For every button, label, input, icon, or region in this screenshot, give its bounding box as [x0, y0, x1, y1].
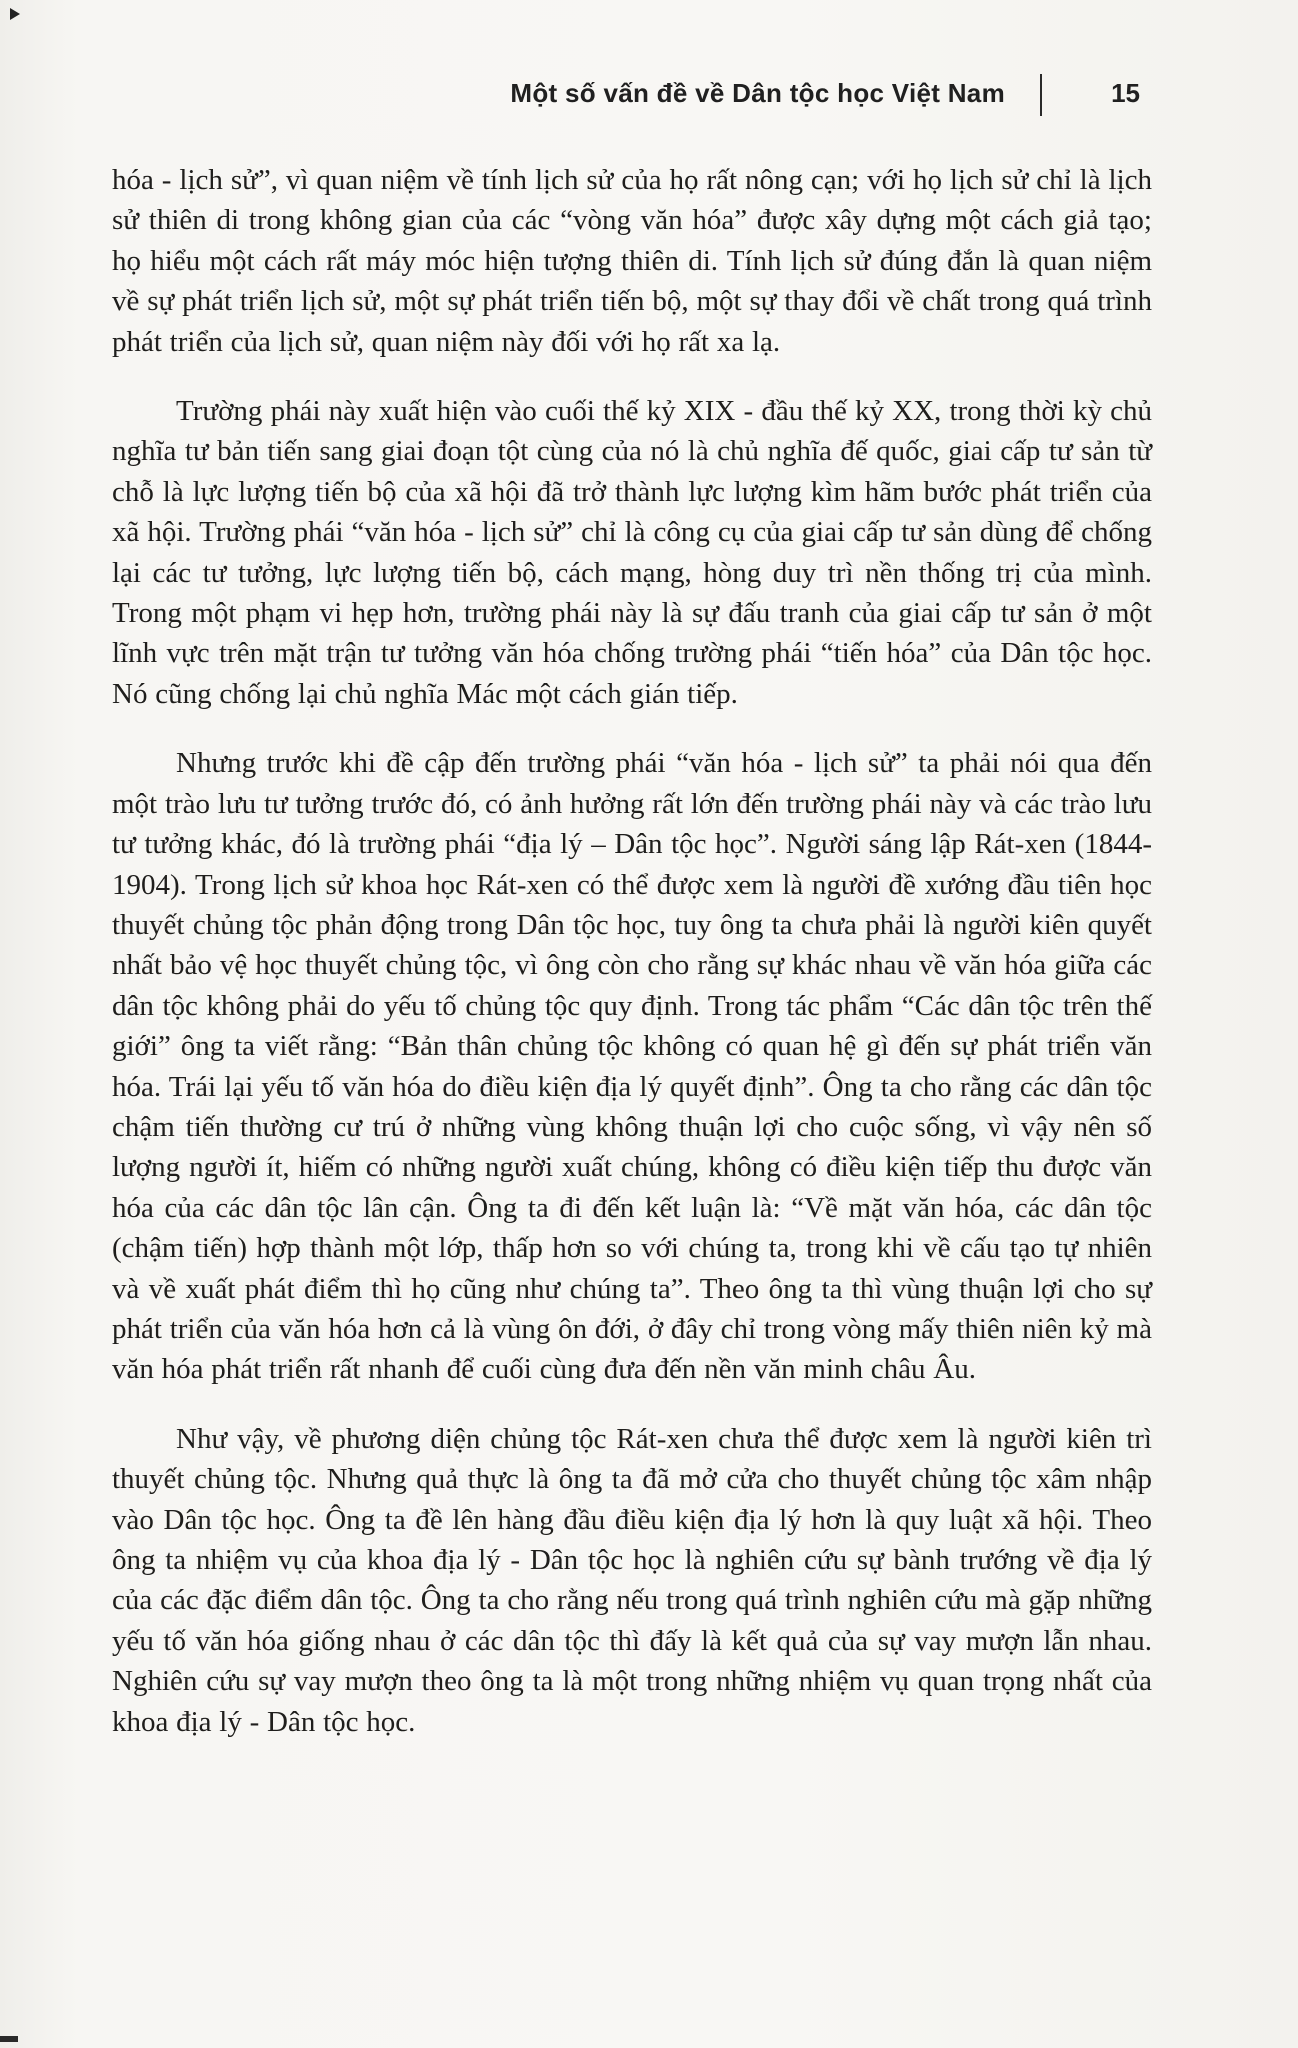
paragraph-ratzel-race: Như vậy, về phương diện chủng tộc Rát-xen chưa thể được xem là người kiên trì thuyết chủng tộc. Nhưng quả thực là ông ta đã mở cửa cho thuyết chủng tộc xâm nhập vào Dân tộc học. Ông ta đề lên hàng đầu điều kiện địa lý hơn là quy luật xã hội. Theo ông ta nhiệm vụ của khoa địa lý - Dân tộc học là nghiên cứu sự bành trướng về địa lý của các đặc điểm dân tộc. Ông ta cho rằng nếu trong quá trình nghiên cứu mà gặp những yếu tố văn hóa giống nhau ở các dân tộc thì đấy là kết quả của sự vay mượn lẫn nhau. Nghiên cứu sự vay mượn theo ông ta là một trong những nhiệm vụ quan trọng nhất của khoa địa lý - Dân tộc học. [112, 1422, 1152, 1738]
page-header [510, 74, 1150, 116]
header-divider [1040, 74, 1042, 116]
paragraph-continuation: hóa - lịch sử”, vì quan niệm về tính lịch sử của họ rất nông cạn; với họ lịch sử chỉ là lịch sử thiên di trong không gian của các “vòng văn hóa” được xây dựng một cách giả tạo; họ hiểu một cách rất máy móc hiện tượng thiên di. Tính lịch sử đúng đắn là quan niệm về sự phát triển lịch sử, một sự phát triển tiến bộ, một sự thay đổi về chất trong quá trình phát triển của lịch sử, quan niệm này đối với họ rất xa lạ. [112, 164, 1152, 358]
body-text [112, 160, 1152, 1771]
paragraph-ratzel: Nhưng trước khi đề cập đến trường phái “văn hóa - lịch sử” ta phải nói qua đến một trào lưu tư tưởng trước đó, có ảnh hưởng rất lớn đến trường phái này và các trào lưu tư tưởng khác, đó là trường phái “địa lý – Dân tộc học”. Người sáng lập Rát-xen (1844-1904). Trong lịch sử khoa học Rát-xen có thể được xem là người đề xướng đầu tiên học thuyết chủng tộc phản động trong Dân tộc học, tuy ông ta chưa phải là người kiên quyết nhất bảo vệ học thuyết chủng tộc, vì ông còn cho rằng sự khác nhau về văn hóa giữa các dân tộc không phải do yếu tố chủng tộc quy định. Trong tác phẩm “Các dân tộc trên thế giới” ông ta viết rằng: “Bản thân chủng tộc không có quan hệ gì đến sự phát triển văn hóa. Trái lại yếu tố văn hóa do điều kiện địa lý quyết định”. Ông ta cho rằng các dân tộc chậm tiến thường cư trú ở những vùng không thuận lợi cho cuộc sống, vì vậy nên số lượng người ít, hiếm có những người xuất chúng, không có điều kiện tiếp thu được văn hóa của các dân tộc lân cận. Ông ta đi đến kết luận là: “Về mặt văn hóa, các dân tộc (chậm tiến) hợp thành một lớp, thấp hơn so với chúng ta, trong khi về cấu tạo tự nhiên và về xuất phát điểm thì họ cũng như chúng ta”. Theo ông ta thì vùng thuận lợi cho sự phát triển của văn hóa hơn cả là vùng ôn đới, ở đây chỉ trong vòng mấy thiên niên kỷ mà văn hóa phát triển rất nhanh để cuối cùng đưa đến nền văn minh châu Âu. [112, 747, 1152, 1386]
page-number: 15 [1111, 78, 1140, 108]
bottom-scan-mark [0, 2036, 18, 2042]
corner-scan-mark [10, 8, 20, 20]
running-title: Một số vấn đề về Dân tộc học Việt Nam [510, 78, 1005, 108]
paragraph-school-origin: Trường phái này xuất hiện vào cuối thế kỷ XIX - đầu thế kỷ XX, trong thời kỳ chủ nghĩa tư bản tiến sang giai đoạn tột cùng của nó là chủ nghĩa đế quốc, giai cấp tư sản từ chỗ là lực lượng tiến bộ của xã hội đã trở thành lực lượng kìm hãm bước phát triển của xã hội. Trường phái “văn hóa - lịch sử” chỉ là công cụ của giai cấp tư sản dùng để chống lại các tư tưởng, lực lượng tiến bộ, cách mạng, hòng duy trì nền thống trị của mình. Trong một phạm vi hẹp hơn, trường phái này là sự đấu tranh của giai cấp tư sản ở một lĩnh vực trên mặt trận tư tưởng văn hóa chống trường phái “tiến hóa” của Dân tộc học. Nó cũng chống lại chủ nghĩa Mác một cách gián tiếp. [112, 395, 1152, 710]
